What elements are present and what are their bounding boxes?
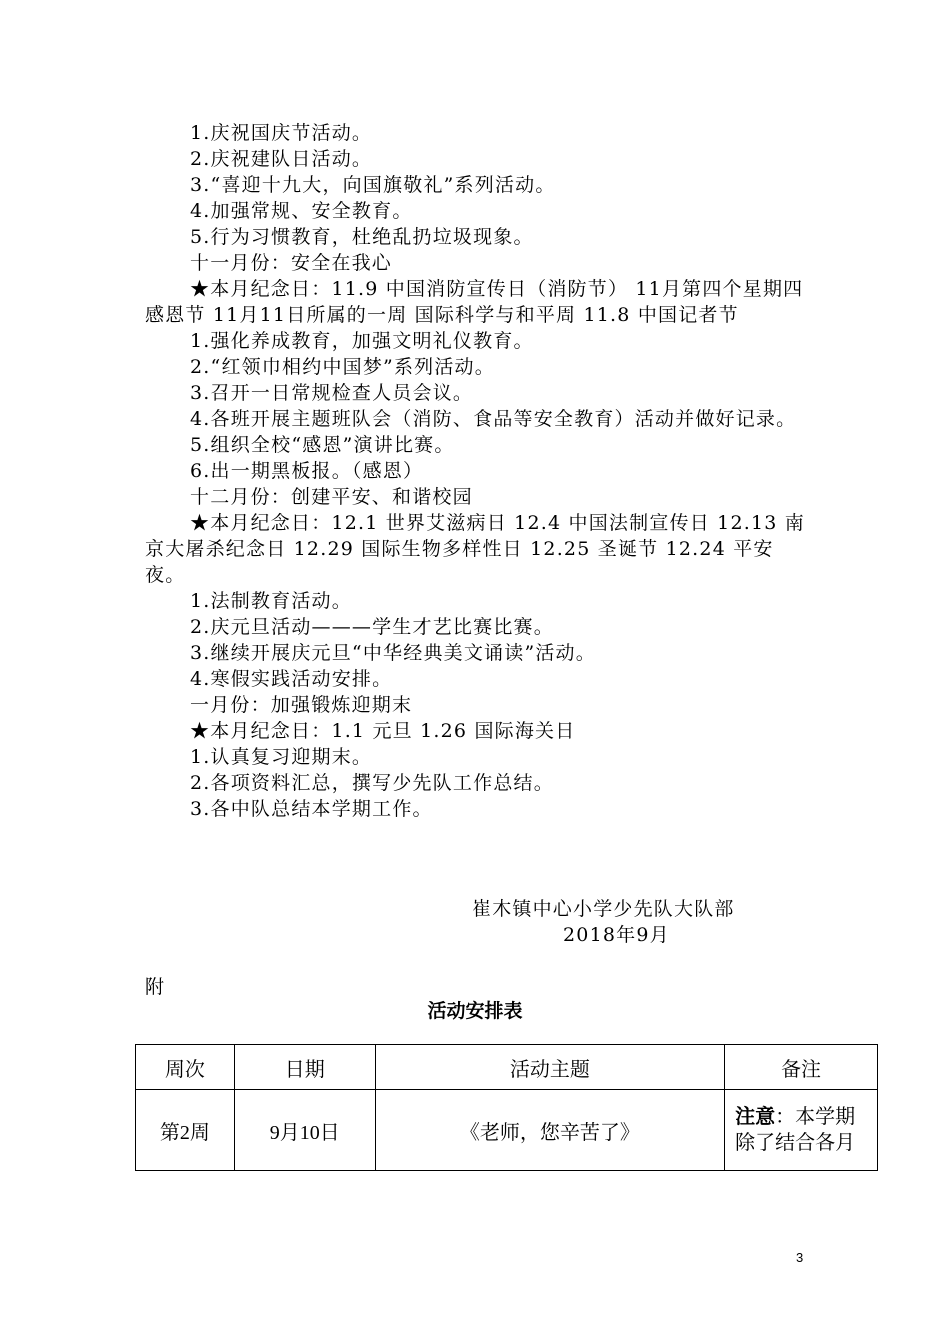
table-header-row <box>136 1045 878 1090</box>
cell-date: 9月10日 <box>234 1090 375 1171</box>
month-heading: 十一月份：安全在我心 <box>190 252 393 274</box>
body-text <box>145 120 810 822</box>
paragraph: 3.继续开展庆元旦“中华经典美文诵读”活动。 <box>190 642 596 664</box>
paragraph: 2.庆祝建队日活动。 <box>190 148 373 170</box>
schedule-table <box>135 1044 878 1171</box>
paragraph: 4.加强常规、安全教育。 <box>190 200 413 222</box>
paragraph: 3.召开一日常规检查人员会议。 <box>190 382 474 404</box>
paragraph: 6.出一期黑板报。（感恩） <box>190 460 424 482</box>
note-emphasis: 注意 <box>735 1106 776 1128</box>
commemoration-days: ★本月纪念日：11.9 中国消防宣传日（消防节） 11月第四个星期四 感恩节 11月11日所属的一周 国际科学与和平周 11.8 中国记者节 <box>145 278 804 326</box>
paragraph: 4.寒假实践活动安排。 <box>190 668 393 690</box>
paragraph: 5.组织全校“感恩”演讲比赛。 <box>190 434 455 456</box>
header-theme: 活动主题 <box>375 1045 724 1090</box>
page-number: 3 <box>796 1250 804 1265</box>
signature-org: 崔木镇中心小学少先队大队部 <box>472 898 735 920</box>
paragraph: 1.认真复习迎期末。 <box>190 746 373 768</box>
header-date: 日期 <box>234 1045 375 1090</box>
month-heading: 一月份：加强锻炼迎期末 <box>190 694 413 716</box>
paragraph: 3.“喜迎十九大，向国旗敬礼”系列活动。 <box>190 174 556 196</box>
paragraph: 5.行为习惯教育，杜绝乱扔垃圾现象。 <box>190 226 534 248</box>
table-title: 活动安排表 <box>427 1000 523 1022</box>
paragraph: 2.庆元旦活动———学生才艺比赛比赛。 <box>190 616 554 638</box>
header-week: 周次 <box>136 1045 235 1090</box>
appendix-label: 附 <box>145 976 165 998</box>
paragraph: 2.各项资料汇总，撰写少先队工作总结。 <box>190 772 554 794</box>
note-text: ：本学期除了结合各月 <box>735 1106 856 1154</box>
paragraph: 2.“红领巾相约中国梦”系列活动。 <box>190 356 495 378</box>
signature-date: 2018年9月 <box>563 924 670 946</box>
cell-note <box>725 1090 878 1171</box>
cell-theme: 《老师，您辛苦了》 <box>375 1090 724 1171</box>
paragraph: 3.各中队总结本学期工作。 <box>190 798 433 820</box>
commemoration-days: ★本月纪念日：12.1 世界艾滋病日 12.4 中国法制宣传日 12.13 南京大屠杀纪念日 12.29 国际生物多样性日 12.25 圣诞节 12.24 平安夜。 <box>145 512 806 586</box>
paragraph: 1.强化养成教育，加强文明礼仪教育。 <box>190 330 534 352</box>
commemoration-days: ★本月纪念日：1.1 元旦 1.26 国际海关日 <box>190 720 576 742</box>
month-heading: 十二月份：创建平安、和谐校园 <box>190 486 473 508</box>
table-row <box>136 1090 878 1171</box>
paragraph: 4.各班开展主题班队会（消防、食品等安全教育）活动并做好记录。 <box>190 408 797 430</box>
paragraph: 1.法制教育活动。 <box>190 590 352 612</box>
paragraph: 1.庆祝国庆节活动。 <box>190 122 373 144</box>
cell-week: 第2周 <box>136 1090 235 1171</box>
header-note: 备注 <box>725 1045 878 1090</box>
